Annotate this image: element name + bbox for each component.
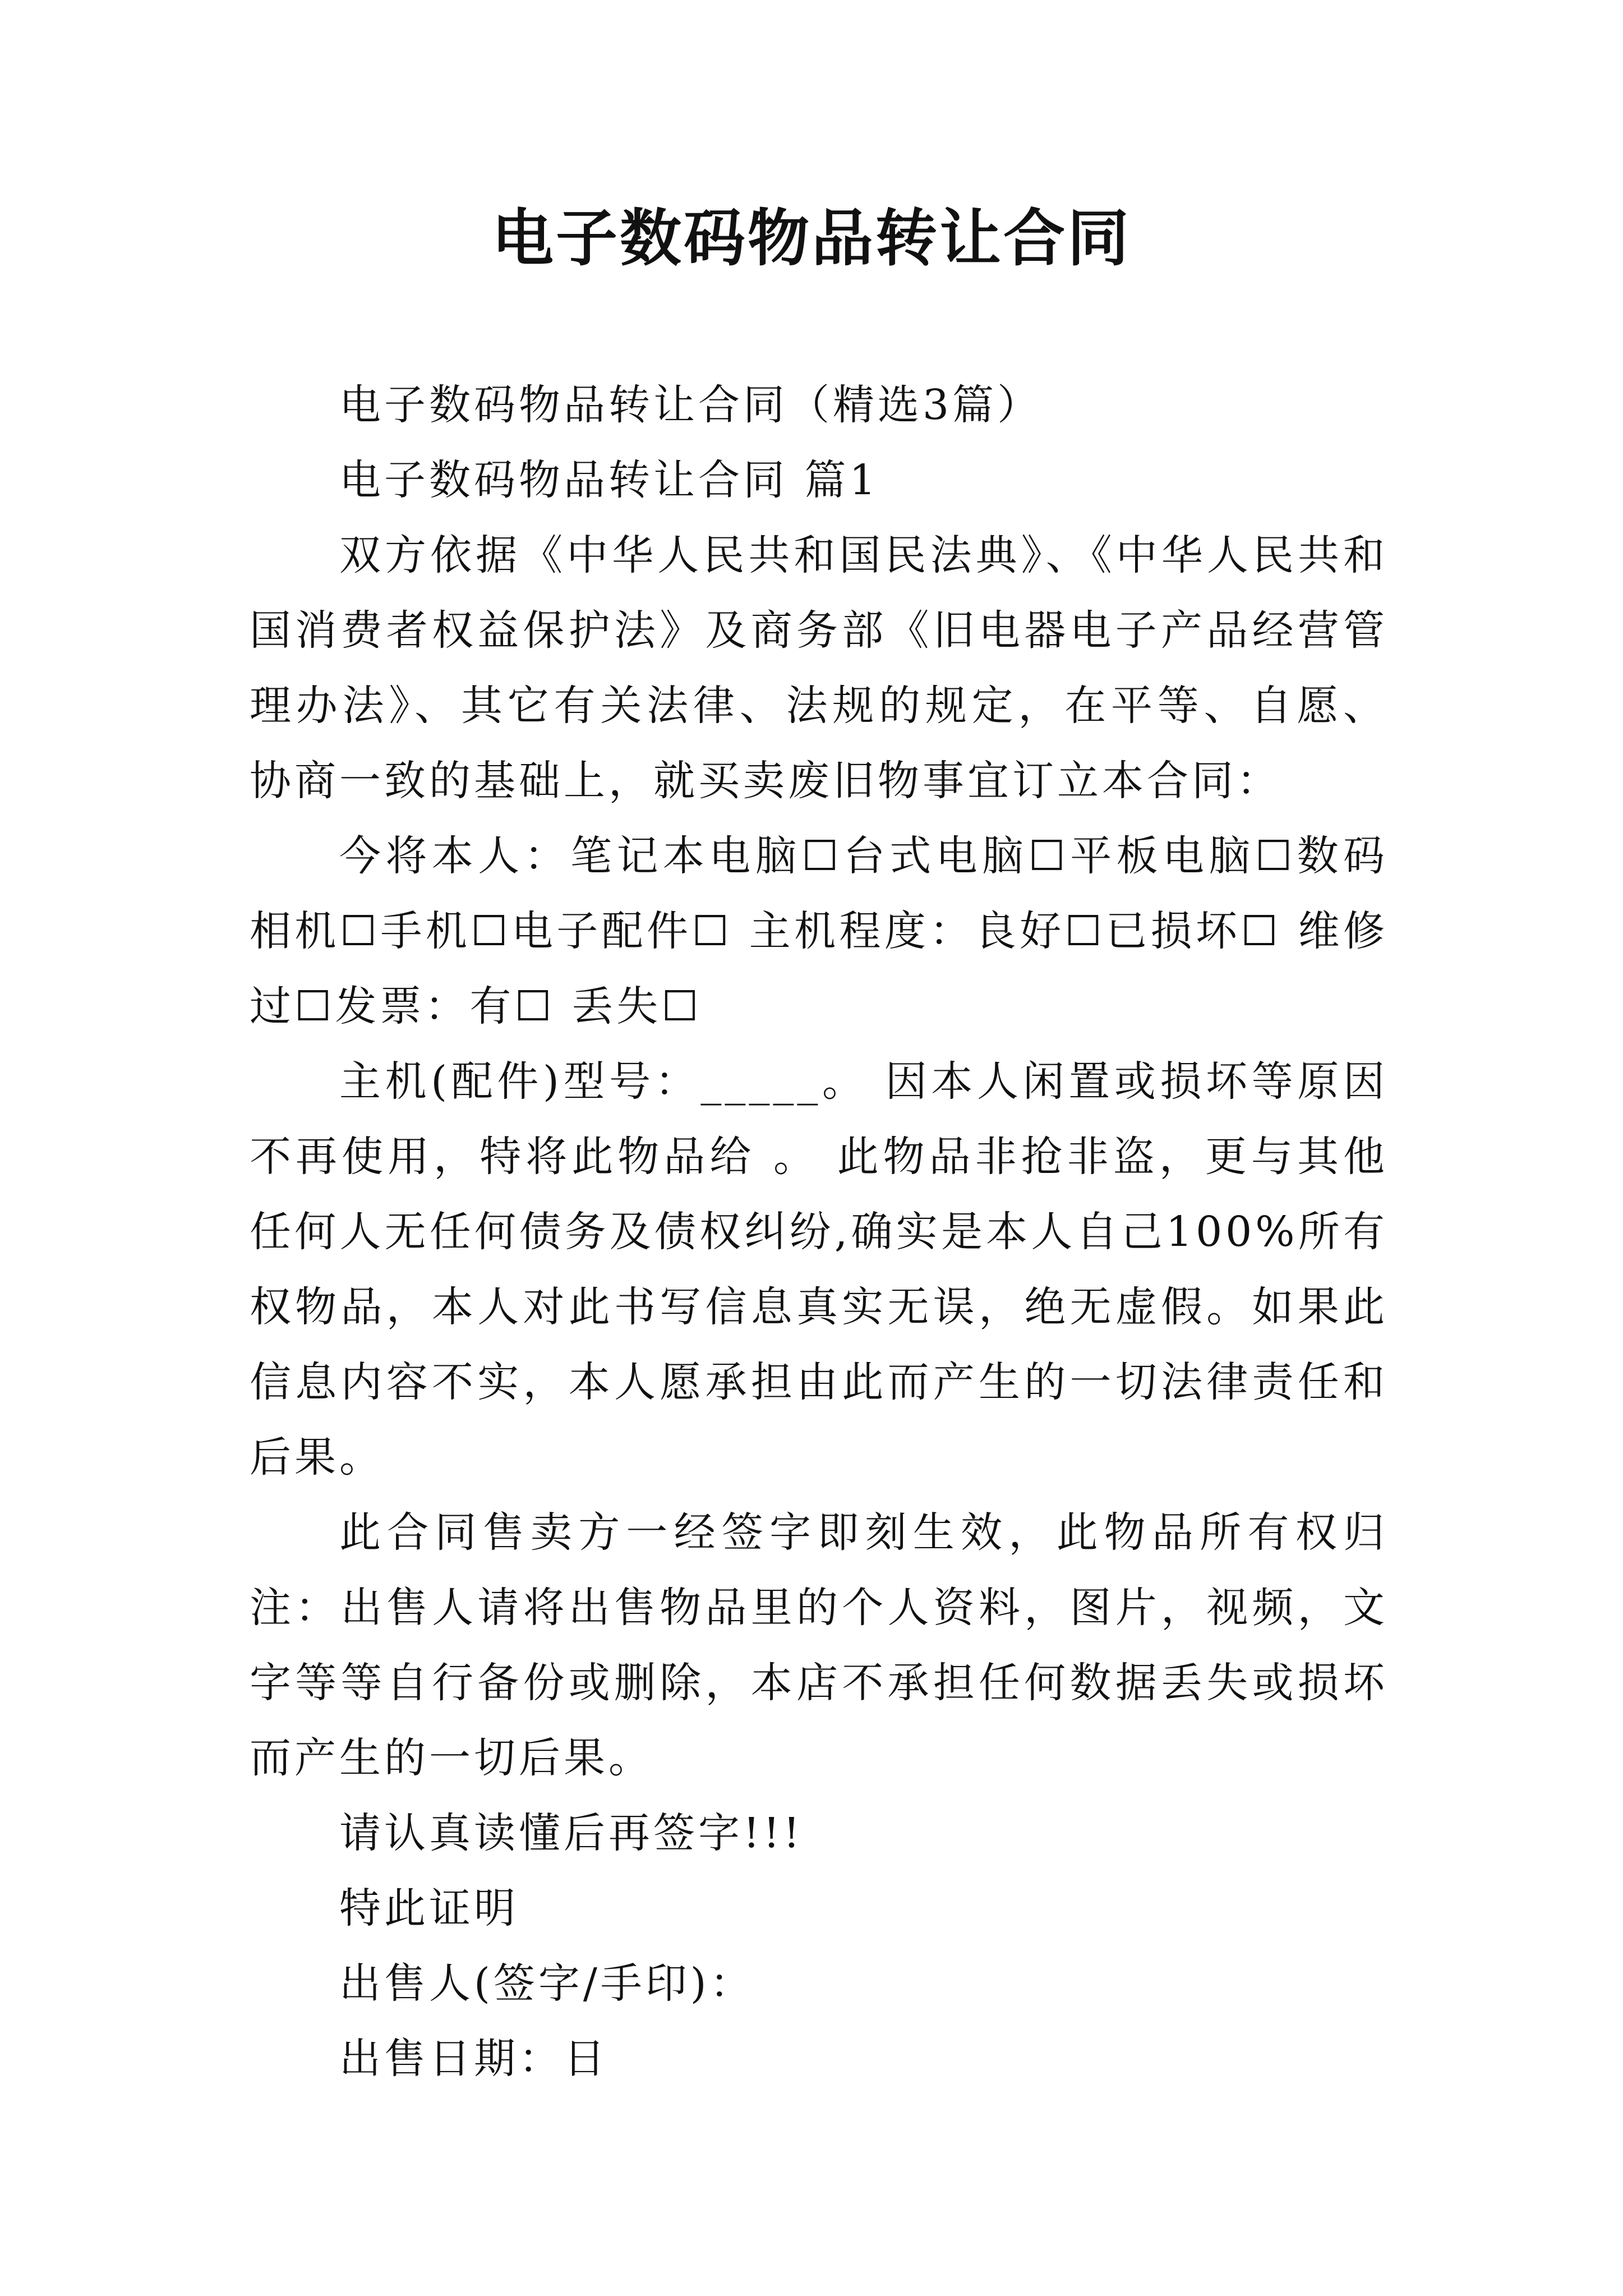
paragraph-read-warning: 请认真读懂后再签字!!! xyxy=(339,1809,804,1857)
paragraph-legal-basis: 双方依据《中华人民共和国民法典》、《中华人民共和国消费者权益保护法》及商务部《旧电器电子产品经营管理办法》、其它有关法律、法规的规定，在平等、自愿、协商一致的基础上，就买卖废旧物事宜订立本合同： xyxy=(250,531,1388,805)
paragraph-section-heading: 电子数码物品转让合同 篇1 xyxy=(339,456,879,504)
paragraph-seller-signature: 出售人(签字/手印)： xyxy=(339,1959,755,2008)
document-body xyxy=(250,367,1388,2096)
paragraph-certification: 特此证明 xyxy=(339,1884,519,1932)
paragraph-item-type: 今将本人：笔记本电脑☐台式电脑☐平板电脑☐数码相机☐手机☐电子配件☐ 主机程度：良好☐已损坏☐ 维修过☐发票：有☐ 丢失☐ xyxy=(250,832,1388,1030)
paragraph-subtitle: 电子数码物品转让合同（精选3篇） xyxy=(339,381,1043,429)
paragraph-model-declaration: 主机(配件)型号：_____。 因本人闲置或损坏等原因不再使用，特将此物品给 。 此物品非抢非盗，更与其他任何人无任何债务及债权纠纷,确实是本人自己100%所有权物品，本人对此书写信息真实无误，绝无虚假。如果此信息内容不实，本人愿承担由此而产生的一切法律责任和后果。 xyxy=(250,1057,1388,1481)
paragraph-sale-date: 出售日期：日 xyxy=(339,2035,608,2083)
paragraph-effectiveness-note: 此合同售卖方一经签字即刻生效，此物品所有权归 注：出售人请将出售物品里的个人资料，图片，视频，文字等等自行备份或删除，本店不承担任何数据丢失或损坏而产生的一切后果。 xyxy=(250,1508,1388,1782)
document-title: 电子数码物品转让合同 xyxy=(492,202,1131,274)
